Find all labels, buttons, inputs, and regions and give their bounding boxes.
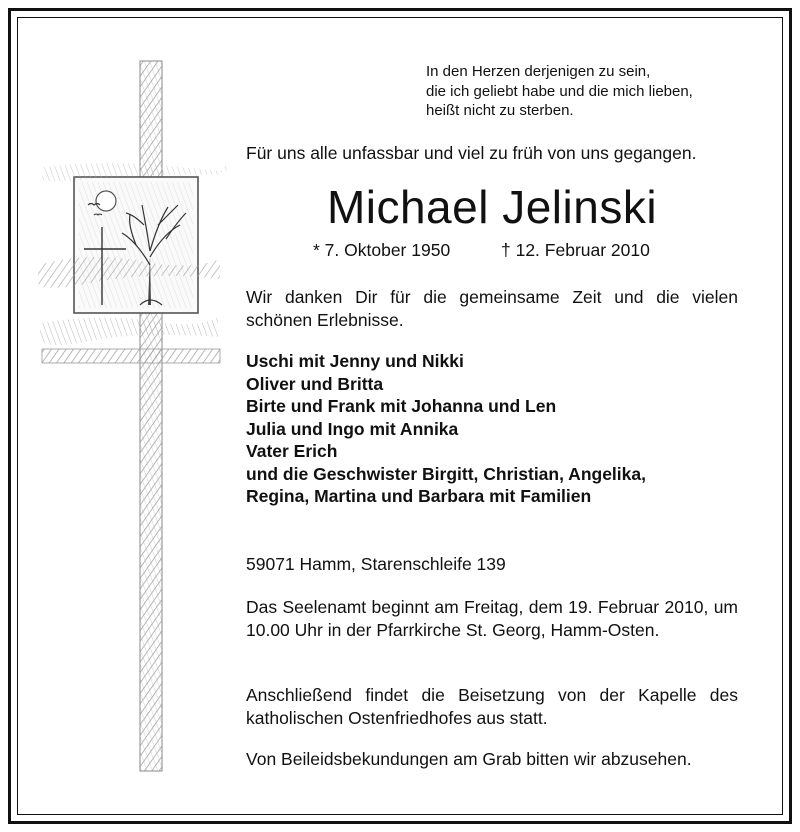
thanks-text: Wir danken Dir für die gemeinsame Zeit und die vielen schönen Erlebnisse. <box>246 287 738 330</box>
condolences-notice: Von Beileidsbekundungen am Grab bitten wir abzusehen. <box>246 749 692 769</box>
family-line: Julia und Ingo mit Annika <box>246 418 459 439</box>
cross-tree-sketch-icon <box>30 55 230 775</box>
family-line: und die Geschwister Birgitt, Christian, Angelika, <box>246 463 646 484</box>
family-line: Birte und Frank mit Johanna und Len <box>246 396 557 416</box>
deceased-name: Michael Jelinski <box>326 181 658 233</box>
intro-text: Für uns alle unfassbar und viel zu früh von uns gegangen. <box>246 143 697 163</box>
family-line: Oliver und Britta <box>246 373 384 394</box>
death-date: † 12. Februar 2010 <box>501 240 650 260</box>
family-line: Vater Erich <box>246 441 338 461</box>
quote-line: In den Herzen derjenigen zu sein, <box>426 63 651 80</box>
birth-date: * 7. Oktober 1950 <box>313 240 451 260</box>
burial-notice: Anschließend findet die Beisetzung von der Kapelle des katholischen Ostenfriedhofes aus statt. <box>246 685 738 728</box>
family-line: Regina, Martina und Barbara mit Familien <box>246 486 592 506</box>
memorial-quote <box>426 62 693 121</box>
mass-notice: Das Seelenamt beginnt am Freitag, dem 19. Februar 2010, um 10.00 Uhr in der Pfarrkirche St. Georg, Hamm-Osten. <box>246 597 738 640</box>
quote-line: heißt nicht zu sterben. <box>426 102 574 119</box>
address: 59071 Hamm, Starenschleife 139 <box>246 554 506 574</box>
family-list <box>246 350 646 508</box>
family-line: Uschi mit Jenny und Nikki <box>246 351 464 371</box>
quote-line: die ich geliebt habe und die mich lieben, <box>426 82 693 100</box>
